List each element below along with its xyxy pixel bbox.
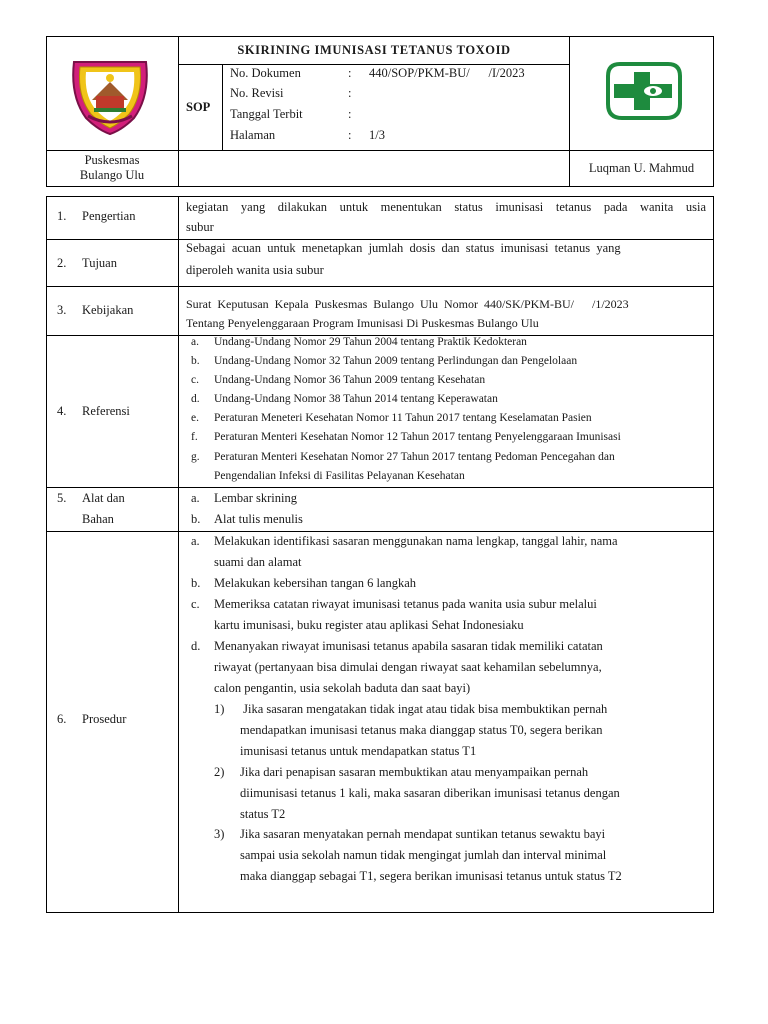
sublist-item: imunisasi tetanus untuk mendapatkan status T1 (240, 744, 477, 758)
section-number: 1. (57, 209, 67, 223)
list-item: Undang-Undang Nomor 38 Tahun 2014 tentang Keperawatan (214, 393, 498, 405)
field-label-no-revisi: No. Revisi (230, 86, 284, 100)
section-label-bahan: Bahan (82, 512, 114, 526)
list-item: Menanyakan riwayat imunisasi tetanus apabila sasaran tidak memiliki catatan (214, 639, 603, 653)
list-item: Undang-Undang Nomor 32 Tahun 2009 tentang Perlindungan dan Pengelolaan (214, 355, 578, 367)
list-marker: b. (191, 512, 201, 526)
regency-emblem-logo (64, 56, 156, 136)
list-marker: c. (191, 597, 200, 611)
list-marker: d. (191, 639, 201, 653)
field-sep: : (348, 128, 352, 142)
list-item: Undang-Undang Nomor 36 Tahun 2009 tentang Kesehatan (214, 374, 486, 386)
list-item: Peraturan Menteri Kesehatan Nomor 12 Tahun 2017 tentang Penyelenggaraan Imunisasi (214, 431, 621, 443)
section-label-prosedur: Prosedur (82, 712, 127, 726)
section-label-kebijakan: Kebijakan (82, 303, 134, 317)
kebijakan-line: Surat Keputusan Kepala Puskesmas Bulango Ulu Nomor 440/SK/PKM-BU/ /1/2023 (186, 297, 629, 311)
sublist-item: Jika sasaran menyatakan pernah mendapat suntikan tetanus sewaktu bayi (240, 827, 606, 841)
kebijakan-line: Tentang Penyelenggaraan Program Imunisasi Di Puskesmas Bulango Ulu (186, 316, 539, 330)
list-marker: a. (191, 534, 200, 548)
sublist-marker: 3) (214, 827, 225, 841)
list-item: Memeriksa catatan riwayat imunisasi tetanus pada wanita usia subur melalui (214, 597, 597, 611)
list-item: Melakukan kebersihan tangan 6 langkah (214, 576, 417, 590)
list-marker: a. (191, 491, 200, 505)
list-item: kartu imunisasi, buku register atau aplikasi Sehat Indonesiaku (214, 618, 524, 632)
sublist-marker: 2) (214, 765, 225, 779)
list-marker: g. (191, 451, 200, 463)
list-item: Lembar skrining (214, 491, 297, 505)
list-marker: f. (191, 431, 198, 443)
puskesmas-logo (604, 60, 684, 122)
list-marker: e. (191, 412, 199, 424)
field-label-halaman: Halaman (230, 128, 276, 142)
list-item: Alat tulis menulis (214, 512, 303, 526)
list-item: suami dan alamat (214, 555, 302, 569)
sublist-item: Jika sasaran mengatakan tidak ingat atau tidak bisa membuktikan pernah (240, 702, 608, 716)
list-marker: d. (191, 393, 200, 405)
section-label-pengertian: Pengertian (82, 209, 136, 223)
field-value-halaman: 1/3 (369, 128, 385, 142)
field-label-tanggal-terbit: Tanggal Terbit (230, 107, 303, 121)
list-item: riwayat (pertanyaan bisa dimulai dengan riwayat saat kehamilan sebelumnya, (214, 660, 602, 674)
sop-label: SOP (186, 100, 211, 114)
sublist-item: Jika dari penapisan sasaran membuktikan atau menyampaikan pernah (240, 765, 589, 779)
section-number: 5. (57, 491, 67, 505)
org-name-line2: Bulango Ulu (79, 168, 145, 182)
list-item: calon pengantin, usia sekolah baduta dan saat bayi) (214, 681, 471, 695)
list-marker: a. (191, 336, 199, 348)
section-number: 6. (57, 712, 67, 726)
section-number: 3. (57, 303, 67, 317)
section-number: 2. (57, 256, 67, 270)
list-item: Melakukan identifikasi sasaran menggunakan nama lengkap, tanggal lahir, nama (214, 534, 618, 548)
document-title: SKIRINING IMUNISASI TETANUS TOXOID (237, 43, 511, 57)
field-label-no-dokumen: No. Dokumen (230, 66, 301, 80)
tujuan-line: diperoleh wanita usia subur (186, 263, 324, 277)
list-marker: b. (191, 576, 201, 590)
signatory-name: Luqman U. Mahmud (588, 161, 695, 175)
pengertian-line: kegiatan yang dilakukan untuk menentukan status imunisasi tetanus pada wanita usia (186, 200, 706, 214)
sublist-item: maka dianggap sebagai T1, segera berikan imunisasi tetanus untuk status T2 (240, 869, 622, 883)
list-item: Peraturan Menteri Kesehatan Nomor 27 Tahun 2017 tentang Pedoman Pencegahan dan (214, 451, 615, 463)
section-label-tujuan: Tujuan (82, 256, 117, 270)
tujuan-line: Sebagai acuan untuk menetapkan jumlah dosis dan status imunisasi tetanus yang (186, 241, 621, 255)
sublist-marker: 1) (214, 702, 225, 716)
sublist-item: mendapatkan imunisasi tetanus maka dianggap status T0, segera berikan (240, 723, 603, 737)
org-name-line1: Puskesmas (84, 153, 140, 167)
list-item: Undang-Undang Nomor 29 Tahun 2004 tentang Praktik Kedokteran (214, 336, 527, 348)
field-sep: : (348, 107, 352, 121)
list-marker: b. (191, 355, 200, 367)
sublist-item: sampai usia sekolah namun tidak mengingat jumlah dan interval minimal (240, 848, 607, 862)
list-marker: c. (191, 374, 199, 386)
list-item: Pengendalian Infeksi di Fasilitas Pelayanan Kesehatan (214, 470, 465, 482)
pengertian-line: subur (186, 220, 214, 234)
sublist-item: status T2 (240, 807, 286, 821)
field-value-no-dokumen: 440/SOP/PKM-BU/ /I/2023 (369, 66, 525, 80)
list-item: Peraturan Meneteri Kesehatan Nomor 11 Tahun 2017 tentang Keselamatan Pasien (214, 412, 592, 424)
field-sep: : (348, 86, 352, 100)
section-label-referensi: Referensi (82, 404, 130, 418)
section-number: 4. (57, 404, 67, 418)
field-sep: : (348, 66, 352, 80)
sublist-item: diimunisasi tetanus 1 kali, maka sasaran diberikan imunisasi tetanus dengan (240, 786, 620, 800)
section-label-alat: Alat dan (82, 491, 125, 505)
